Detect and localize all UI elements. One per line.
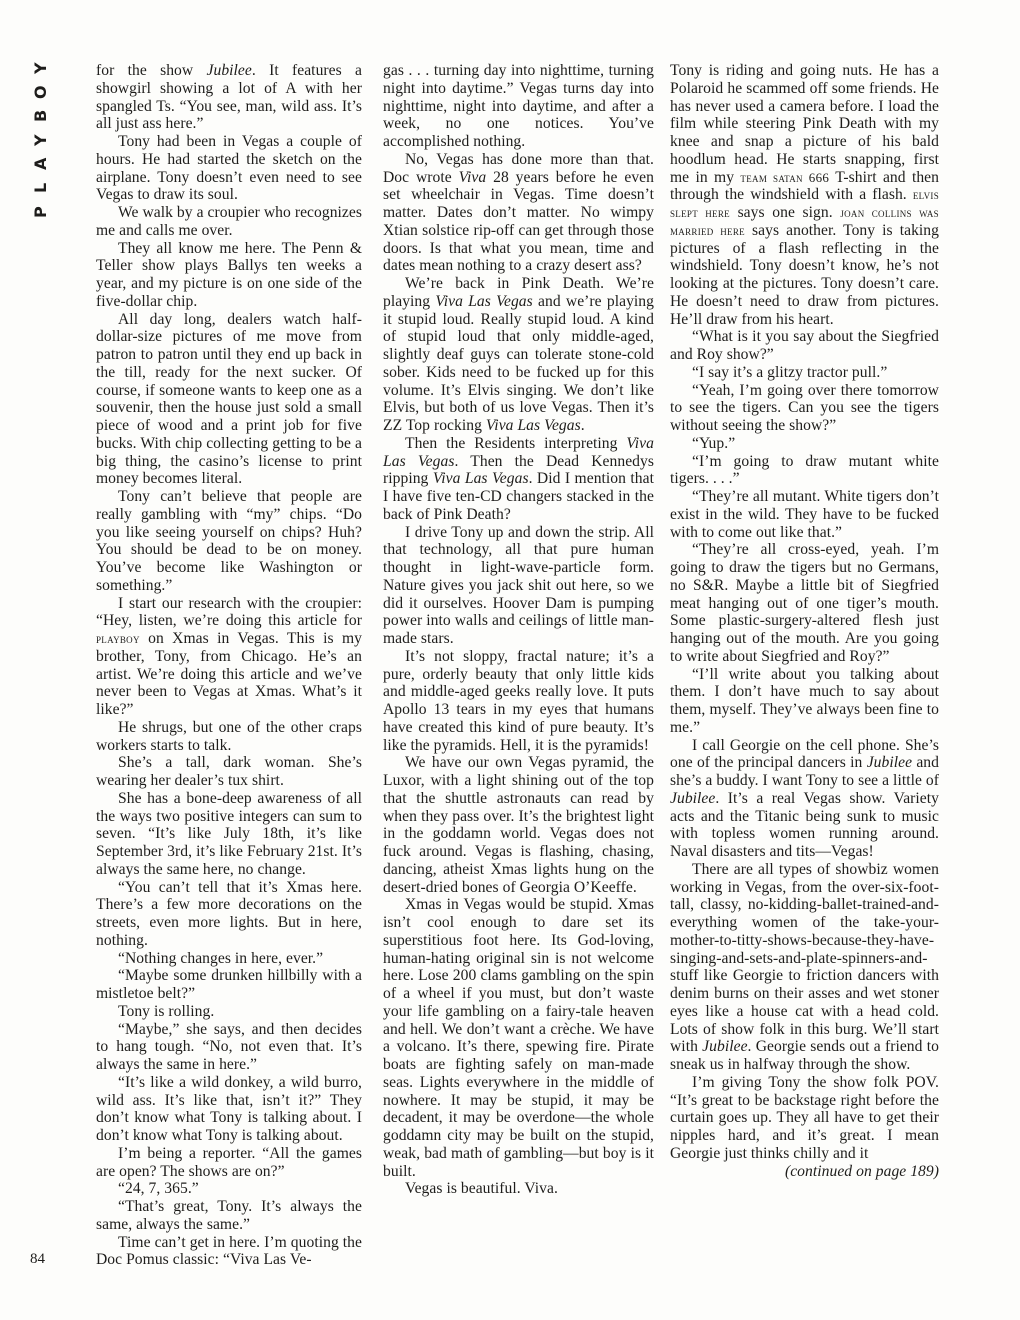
text-run: “It’s like a wild donkey, a wild burro, wild ass. It’s like that, isn’t it?” They don’t know what Tony is talking about. I don’t know what Tony is talking about.: [96, 1073, 362, 1144]
italic-run: Viva: [458, 168, 487, 186]
paragraph: [96, 1021, 362, 1074]
paragraph: [96, 790, 362, 879]
text-run: There are all types of showbiz women working in Vegas, from the over-six-foot-tall, classy, no-kidding-ballet-trained-and-everything women of the take-your-mother-to-titty-shows-because-they-have-singing-and-sets-and-plate-spinners-and-stuff like Georgie to friction dancers with denim burns on their asses and wet stoner eyes like a house cat with a head cold. Lots of show folk in this burg. We’ll start with: [670, 860, 939, 1056]
paragraph: [96, 1145, 362, 1181]
small-caps-run: playboy: [96, 631, 140, 646]
masthead-letter: P: [31, 206, 50, 218]
paragraph: [670, 453, 939, 489]
text-run: 28 years before he even set wheelchair in Vegas. Time doesn’t matter. Dates don’t matter. No wimpy Xtian solstice rip-off can get through those doors. Is that what you mean, time and dates mean nothing to a crazy desert ass?: [383, 168, 654, 275]
text-run: . It’s a real Vegas show. Variety acts and the Titanic being sunk to music with topless women running around. Naval disasters and tits—Vegas!: [670, 789, 939, 860]
text-run: and she’s a buddy. I want Tony to see a little of: [670, 754, 940, 789]
text-run: We walk by a croupier who recognizes me and calls me over.: [96, 204, 362, 239]
paragraph: [96, 950, 362, 968]
paragraph: [670, 435, 939, 453]
text-run: “24, 7, 365.”: [118, 1180, 199, 1198]
text-run: Vegas is beautiful. Viva.: [405, 1180, 558, 1198]
text-run: I call Georgie on the cell phone. She’s one of the principal dancers in: [670, 736, 939, 772]
text-run: They all know me here. The Penn & Teller show plays Ballys ten weeks a year, and my picture is on one side of the five-dollar chip.: [96, 239, 362, 310]
text-run: I start our research with the croupier: “Hey, listen, we’re doing this article for: [96, 594, 362, 630]
paragraph: [96, 204, 362, 240]
paragraph: [96, 133, 362, 204]
text-run: No, Vegas has done more than that. Doc wrote: [383, 150, 654, 186]
text-run: I drive Tony up and down the strip. All that technology, all that pure human thought in light-wave-particle form. Nature gives you jack shit out here, so we did it ourselves. Hoover Dam is pumping power into walls and ceilings of little man-made stars.: [383, 523, 654, 647]
masthead-letter: B: [31, 109, 50, 123]
text-run: I’m giving Tony the show folk POV. “It’s great to be backstage right before the curtain goes up. They all have to get their nipples hard, and it’s great. I mean Georgie just thinks chilly and it: [670, 1073, 939, 1162]
paragraph: [383, 435, 654, 524]
italic-run: Viva Las Vegas: [485, 417, 581, 434]
text-run: “I’ll write about you talking about them. I don’t have much to say about them, myself. They’ve always been fine to me.”: [670, 665, 939, 736]
paragraph: [670, 1163, 939, 1181]
text-run: “Yeah, I’m going over there tomorrow to see the tigers. Can you see the tigers without seeing the show?”: [670, 381, 939, 434]
paragraph: [96, 240, 362, 311]
italic-run: (continued on page 189): [784, 1162, 939, 1180]
text-run: on Xmas in Vegas. This is my brother, Tony, from Chicago. He’s an artist. We’re doing this article and we’ve never been to Vegas at Xmas. What’s it like?”: [96, 630, 362, 718]
paragraph: [96, 1234, 362, 1270]
paragraph: [96, 1074, 362, 1145]
text-run: All day long, dealers watch half-dollar-size pictures of me move from patron to patron until they end up back in the till, ready for the next sucker. Of course, if someone wants to keep one as a souvenir, then the house just sold a small piece of wood and a print job for five bucks. With chip collecting getting to be a big thing, the casino’s license to print money becomes literal.: [96, 310, 362, 488]
text-run: We’re back in Pink Death. We’re playing: [383, 275, 654, 310]
paragraph: [670, 1074, 939, 1163]
italic-run: Jubilee: [670, 789, 716, 807]
text-run: Tony can’t believe that people are really gambling with “my” chips. “Do you like seeing yourself on chips? Huh? You should be dead to be on money. You’ve become like Washington or something.”: [96, 488, 362, 594]
paragraph: [383, 62, 654, 151]
paragraph: [670, 666, 939, 737]
text-run: Xmas in Vegas would be stupid. Xmas isn’t cool enough to dare set its superstitious foot here. Its God-loving, human-hating original sin is not welcome here. Lose 200 clams gambling on the spin of a wheel if you must, but don’t waste your life gambling on a fairy-tale heaven and hell. We don’t want a crèche. We have a volcano. It’s there, spewing fire. Pirate boats are fighting safely on man-made seas. Lights everywhere in the middle of nowhere. It may be stupid, it may be decadent, it may be overdone—the whole goddamn city may be built on the stupid, weak, bad math of gambling—but boy is it built.: [383, 896, 654, 1180]
paragraph: [383, 524, 654, 648]
paragraph: [383, 896, 654, 1180]
italic-run: Jubilee: [866, 754, 913, 772]
text-run: and we’re playing it stupid loud. Really stupid loud. A kind of stupid loud that only middle-aged, slightly deaf guys can tolerate stone-cold sober. Kids need to be fucked up for this volume. It’s Elvis singing. We don’t like Elvis, but both of us love Vegas. Then it’s ZZ Top rocking: [383, 292, 654, 434]
paragraph: [96, 1180, 362, 1198]
text-column-2: [383, 62, 654, 1198]
paragraph: [96, 62, 362, 133]
masthead-letter: Y: [31, 62, 50, 74]
paragraph: [96, 1003, 362, 1021]
masthead-letter: L: [31, 182, 50, 194]
text-run: Tony is riding and going nuts. He has a Polaroid he scammed off some friends. He has never used a camera before. I load the film while steering Pink Death with my knee and snap a picture of his bald hoodlum head. He starts snapping, first me in my: [670, 62, 939, 186]
text-run: “Maybe some drunken hillbilly with a mistletoe belt?”: [96, 967, 362, 1002]
paragraph: [96, 719, 362, 755]
paragraph: [670, 364, 939, 382]
paragraph: [670, 861, 939, 1074]
paragraph: [383, 754, 654, 896]
italic-run: Jubilee: [702, 1038, 748, 1056]
paragraph: [670, 382, 939, 435]
paragraph: [383, 648, 654, 755]
text-run: She has a bone-deep awareness of all the ways two positive integers can sum to seven. “It’s like July 18th, it’s like September 3rd, it’s like February 21st. It’s always the same here, no change.: [96, 789, 362, 878]
text-run: She’s a tall, dark woman. She’s wearing her dealer’s tux shirt.: [96, 754, 362, 789]
text-run: “Yup.”: [692, 434, 736, 452]
text-run: “That’s great, Tony. It’s always the same, always the same.”: [96, 1198, 362, 1233]
text-run: “Maybe,” she says, and then decides to hang tough. “No, not even that. It’s always the same in here.”: [96, 1020, 362, 1073]
text-run: “I say it’s a glitzy tractor pull.”: [692, 363, 888, 381]
paragraph: [96, 488, 362, 595]
small-caps-run: elvis slept here: [670, 187, 939, 220]
text-column-1: [96, 62, 362, 1269]
text-run: “Nothing changes in here, ever.”: [118, 949, 324, 967]
text-run: “What is it you say about the Siegfried and Roy show?”: [670, 328, 939, 363]
text-run: “They’re all cross-eyed, yeah. I’m going to draw the tigers but no Germans, no S&R. Maybe a little bit of Siegfried meat hanging out of one tiger’s mouth. Some plastic-surgery-altered flesh just hanging out of the mouth. Are you going to write about Siegfried and Roy?”: [670, 541, 939, 665]
text-run: says one sign.: [729, 204, 841, 221]
text-run: Tony had been in Vegas a couple of hours. He had started the sketch on the airplane. Tony doesn’t even need to see Vegas to draw its soul.: [96, 133, 362, 204]
paragraph: [96, 879, 362, 950]
text-run: gas . . . turning day into nighttime, turning night into daytime.” Vegas turns day into nighttime, night into daytime, and after a week, no one notices. You’ve accomplished nothing.: [383, 62, 654, 150]
magazine-name-vertical: [28, 56, 54, 226]
text-run: says another. Tony is taking pictures of a flash reflecting in the windshield. Tony doesn’t know, he’s not looking at the pictures. Tony doesn’t care. He doesn’t need to draw from pictures. He’ll draw from his heart.: [670, 221, 940, 328]
text-run: “They’re all mutant. White tigers don’t exist in the wild. They have to be fucked with to come out like that.”: [670, 488, 939, 541]
paragraph: [383, 1180, 654, 1198]
masthead-letter: O: [31, 85, 50, 99]
italic-run: Viva Las Vegas: [435, 292, 533, 310]
text-run: “You can’t tell that it’s Xmas here. There’s a few more decorations on the streets, even more lights. But in here, nothing.: [96, 878, 362, 949]
text-run: T-shirt and then through the windshield with a flash.: [670, 168, 939, 204]
text-run: Then the Residents interpreting: [405, 434, 627, 452]
small-caps-run: joan collins was married here: [670, 205, 939, 238]
paragraph: [96, 311, 362, 489]
masthead-letter: A: [31, 157, 50, 171]
text-run: . Georgie sends out a friend to sneak us in halfway through the show.: [670, 1038, 939, 1073]
text-run: . Then the Dead Kennedys ripping: [383, 452, 654, 488]
paragraph: [670, 541, 939, 665]
paragraph: [96, 754, 362, 790]
text-run: Time can’t get in here. I’m quoting the Doc Pomus classic: “Viva Las Ve-: [96, 1233, 362, 1269]
paragraph: [670, 737, 939, 861]
text-run: I’m being a reporter. “All the games are open? The shows are on?”: [96, 1144, 362, 1180]
small-caps-run: team satan 666: [740, 169, 830, 185]
text-run: “I’m going to draw mutant white tigers. . . .”: [670, 452, 939, 488]
paragraph: [383, 275, 654, 435]
italic-run: Viva Las Vegas: [432, 470, 529, 488]
text-run: We have our own Vegas pyramid, the Luxor, with a light shining out of the top that the shuttle astronauts can read by when they pass over. It’s the brightest light in the goddamn world. Vegas does not fuck around. Vegas is flashing, chasing, dancing, atheist Xmas lights hung on the desert-dried bones of Georgia O’Keeffe.: [383, 754, 654, 896]
masthead-letter: Y: [31, 134, 50, 146]
text-run: . Did I mention that I have five ten-CD changers stacked in the back of Pink Death?: [383, 470, 654, 523]
paragraph: [383, 151, 654, 275]
paragraph: [670, 488, 939, 541]
text-run: Tony is rolling.: [118, 1002, 215, 1020]
italic-run: Jubilee: [206, 62, 252, 79]
text-run: .: [580, 417, 585, 434]
paragraph: [96, 595, 362, 719]
paragraph: [670, 62, 939, 328]
text-run: for the show: [96, 62, 207, 79]
paragraph: [670, 328, 939, 364]
text-column-3: [670, 62, 939, 1180]
text-run: He shrugs, but one of the other craps workers starts to talk.: [96, 718, 362, 754]
text-run: It’s not sloppy, fractal nature; it’s a pure, orderly beauty that only little kids and middle-aged geeks really love. It puts Apollo 13 tears in my eyes that humans have created this kind of pure beauty. It’s like the pyramids. Hell, it is the pyramids!: [383, 647, 654, 754]
paragraph: [96, 967, 362, 1003]
text-run: . It features a showgirl showing a lot of A with her spangled Ts. “You see, man, wild ass. It’s all just ass here.”: [96, 62, 362, 133]
paragraph: [96, 1198, 362, 1234]
italic-run: Viva Las Vegas: [383, 434, 654, 470]
page-number: 84: [30, 1251, 45, 1267]
